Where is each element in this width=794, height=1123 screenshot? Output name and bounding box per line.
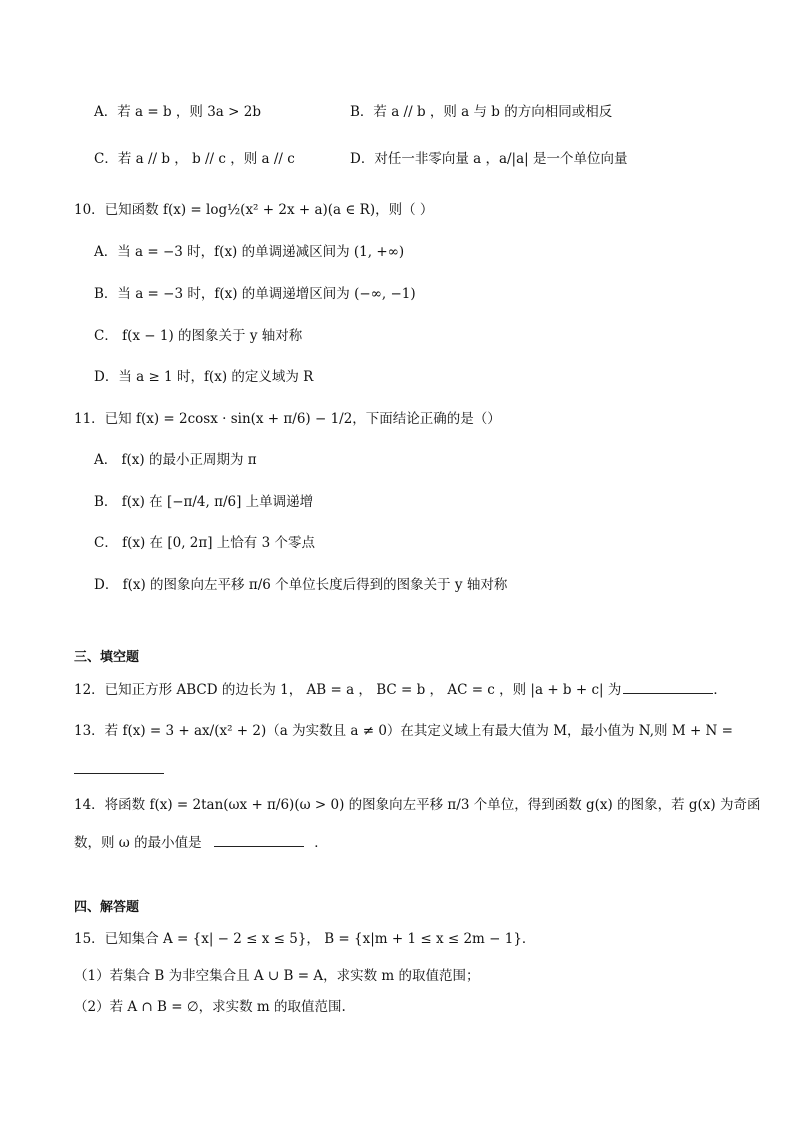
q12-end-punct: ．	[713, 682, 727, 698]
q10-option-c: C． f(x − 1) 的图象关于 y 轴对称	[94, 328, 303, 344]
q11-option-a: A． f(x) 的最小正周期为 π	[94, 452, 257, 468]
q9-option-c: C．若 a // b ， b // c ，则 a // c	[94, 151, 295, 167]
section-fill-in-blank-title: 三、填空题	[74, 650, 140, 665]
q9-option-b: B．若 a // b ，则 a 与 b 的方向相同或相反	[350, 104, 613, 120]
q13-stem: 13．若 f(x) = 3 + ax/(x² + 2)（a 为实数且 a ≠ 0）在其定义域上有最大值为 M，最小值为 N,则 M + N =	[74, 723, 733, 739]
q10-option-a: A．当 a = −3 时，f(x) 的单调递减区间为 (1, +∞)	[94, 244, 405, 260]
q11-option-c: C． f(x) 在 [0, 2π] 上恰有 3 个零点	[94, 535, 315, 551]
q13-answer-blank	[74, 772, 164, 774]
q14-stem-line2	[74, 832, 328, 853]
q15-stem: 15．已知集合 A = {x| − 2 ≤ x ≤ 5}， B = {x|m + 1 ≤ x ≤ 2m − 1}．	[74, 931, 536, 947]
q10-stem: 10．已知函数 f(x) = log½(x² + 2x + a)(a ∈ R)，则（ ）	[74, 202, 434, 218]
q14-stem-line1: 14．将函数 f(x) = 2tan(ωx + π/6)(ω > 0) 的图象向左平移 π/3 个单位，得到函数 g(x) 的图象，若 g(x) 为奇函	[74, 797, 761, 813]
q9-option-a: A．若 a = b ，则 3a > 2b	[94, 104, 261, 120]
q11-stem: 11．已知 f(x) = 2cosx · sin(x + π/6) − 1/2，下面结论正确的是（）	[74, 411, 501, 427]
q14-text: 数，则 ω 的最小值是	[74, 835, 202, 851]
q11-option-b: B． f(x) 在 [−π/4, π/6] 上单调递增	[94, 494, 314, 510]
q12-text: 12．已知正方形 ABCD 的边长为 1， AB = a ， BC = b ， AC = c ，则 |a + b + c| 为	[74, 682, 622, 698]
q12-stem	[74, 679, 727, 700]
q10-option-d: D．当 a ≥ 1 时，f(x) 的定义域为 R	[94, 369, 314, 385]
q11-option-d: D． f(x) 的图象向左平移 π/6 个单位长度后得到的图象关于 y 轴对称	[94, 577, 508, 593]
q15-part1: （1）若集合 B 为非空集合且 A ∪ B = A，求实数 m 的取值范围；	[74, 968, 480, 984]
q9-option-d: D．对任一非零向量 a ，a/|a| 是一个单位向量	[350, 151, 628, 167]
q14-end-punct: ．	[314, 835, 328, 851]
q15-part2: （2）若 A ∩ B = ∅，求实数 m 的取值范围.	[74, 999, 346, 1015]
q14-answer-blank	[214, 832, 304, 847]
q10-option-b: B．当 a = −3 时，f(x) 的单调递增区间为 (−∞, −1)	[94, 286, 416, 302]
q12-answer-blank	[623, 679, 713, 694]
section-solution-title: 四、解答题	[74, 900, 140, 915]
